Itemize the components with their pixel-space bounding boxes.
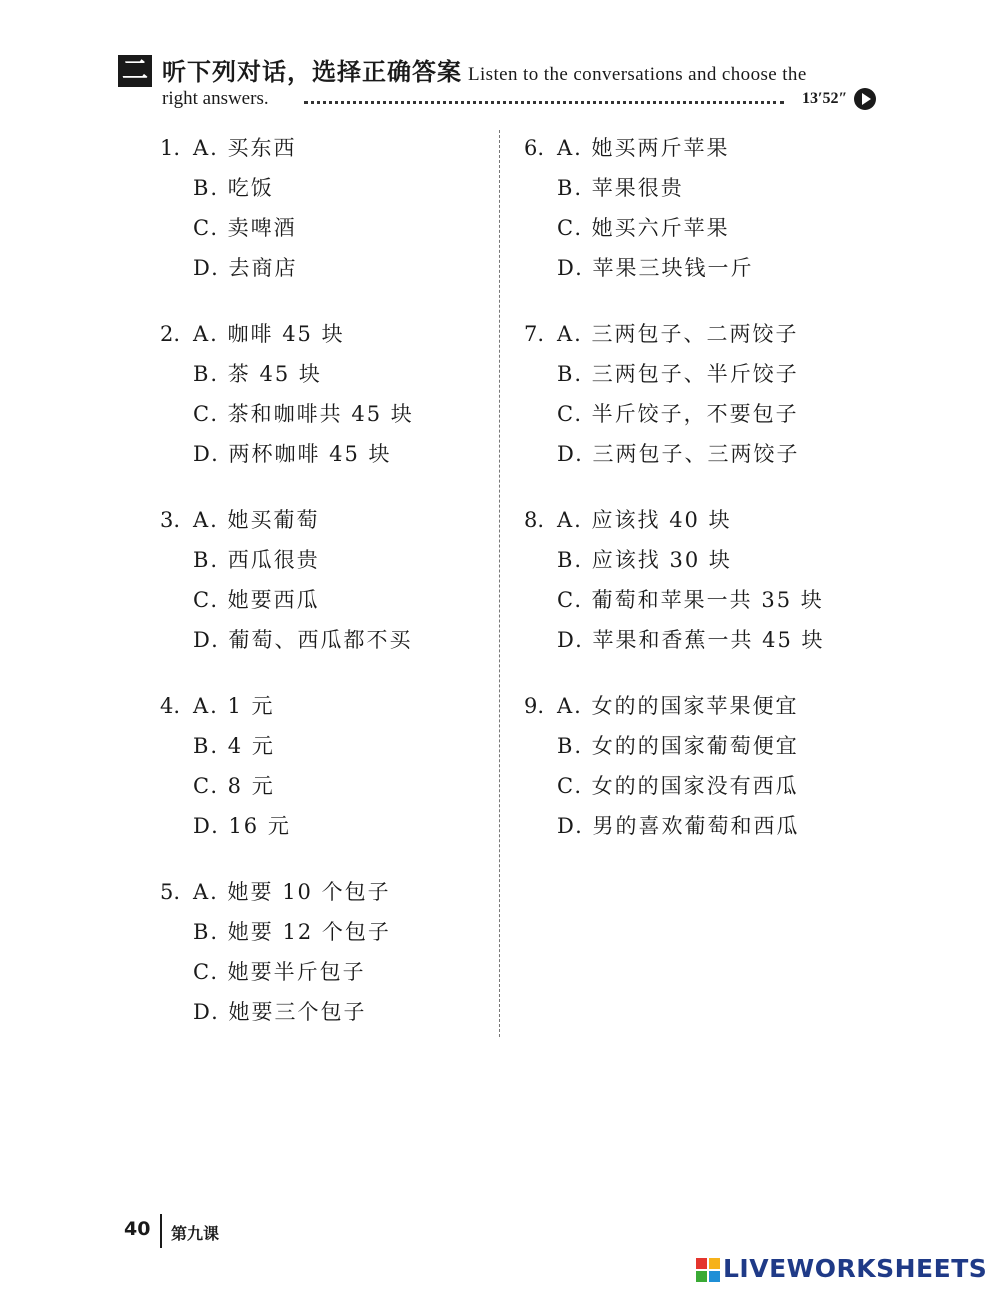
section-header	[118, 52, 883, 114]
section-title-en-cont: right answers.	[162, 88, 269, 109]
answer-option[interactable]: C. 半斤饺子，不要包子	[557, 402, 799, 426]
answer-option[interactable]: C. 卖啤酒	[193, 216, 297, 240]
section-title	[162, 52, 807, 87]
answer-options	[193, 314, 414, 474]
answer-options	[557, 686, 799, 846]
question-number: 2.	[160, 322, 181, 346]
answer-option[interactable]: C. 女的的国家没有西瓜	[557, 774, 799, 798]
answer-option[interactable]: A. 咖啡 45 块	[193, 322, 345, 346]
answer-option[interactable]: B. 西瓜很贵	[193, 548, 320, 572]
answer-option[interactable]: D. 去商店	[193, 256, 298, 280]
section-number-badge: 二	[118, 55, 152, 87]
answer-option[interactable]: C. 葡萄和苹果一共 35 块	[557, 588, 824, 612]
answer-options	[557, 500, 825, 660]
answer-option[interactable]: C. 她要半斤包子	[193, 960, 366, 984]
answer-option[interactable]: B. 4 元	[193, 734, 275, 758]
answer-option[interactable]: A. 她买两斤苹果	[557, 136, 730, 160]
answer-option[interactable]: B. 吃饭	[193, 176, 274, 200]
liveworksheets-watermark	[696, 1254, 996, 1284]
answer-option[interactable]: D. 三两包子、三两饺子	[557, 442, 800, 466]
answer-option[interactable]: A. 应该找 40 块	[557, 508, 732, 532]
answer-option[interactable]: A. 买东西	[193, 136, 297, 160]
answer-options	[557, 314, 799, 474]
answer-option[interactable]: C. 她买六斤苹果	[557, 216, 730, 240]
question-number: 6.	[524, 136, 545, 160]
answer-option[interactable]: A. 她要 10 个包子	[193, 880, 391, 904]
liveworksheets-text: LIVEWORKSHEETS	[723, 1254, 988, 1283]
answer-options	[193, 128, 297, 288]
question-number: 5.	[160, 880, 181, 904]
answer-option[interactable]: D. 男的喜欢葡萄和西瓜	[557, 814, 800, 838]
answer-option[interactable]: B. 应该找 30 块	[557, 548, 732, 572]
answer-option[interactable]: A. 三两包子、二两饺子	[557, 322, 799, 346]
answer-options	[193, 872, 391, 1032]
question-number: 3.	[160, 508, 181, 532]
question-number: 8.	[524, 508, 545, 532]
play-icon[interactable]	[854, 88, 876, 110]
section-title-line2	[162, 88, 887, 114]
question-number: 1.	[160, 136, 181, 160]
answer-option[interactable]: D. 葡萄、西瓜都不买	[193, 628, 413, 652]
page-number: 40	[124, 1218, 151, 1240]
audio-duration: 13′52″	[802, 90, 848, 107]
answer-option[interactable]: A. 女的的国家苹果便宜	[557, 694, 799, 718]
section-title-en: Listen to the conversations and choose the	[468, 64, 807, 85]
column-divider	[499, 130, 500, 1037]
answer-option[interactable]: B. 女的的国家葡萄便宜	[557, 734, 799, 758]
answer-option[interactable]: A. 她买葡萄	[193, 508, 320, 532]
answer-option[interactable]: B. 茶 45 块	[193, 362, 322, 386]
answer-option[interactable]: D. 苹果三块钱一斤	[557, 256, 754, 280]
answer-option[interactable]: C. 8 元	[193, 774, 275, 798]
liveworksheets-logo-icon	[696, 1258, 720, 1282]
section-title-zh: 听下列对话，选择正确答案	[162, 58, 462, 86]
footer-divider	[160, 1214, 162, 1248]
answer-options	[557, 128, 753, 288]
answer-option[interactable]: B. 她要 12 个包子	[193, 920, 391, 944]
question-number: 9.	[524, 694, 545, 718]
question-number: 7.	[524, 322, 545, 346]
answer-option[interactable]: D. 她要三个包子	[193, 1000, 367, 1024]
answer-option[interactable]: B. 三两包子、半斤饺子	[557, 362, 799, 386]
answer-option[interactable]: C. 茶和咖啡共 45 块	[193, 402, 414, 426]
answer-option[interactable]: A. 1 元	[193, 694, 275, 718]
question-number: 4.	[160, 694, 181, 718]
dotted-leader	[304, 101, 784, 104]
answer-options	[193, 500, 412, 660]
answer-option[interactable]: D. 两杯咖啡 45 块	[193, 442, 392, 466]
lesson-label: 第九课	[171, 1224, 220, 1243]
answer-option[interactable]: D. 苹果和香蕉一共 45 块	[557, 628, 825, 652]
answer-option[interactable]: D. 16 元	[193, 814, 291, 838]
answer-option[interactable]: C. 她要西瓜	[193, 588, 320, 612]
answer-option[interactable]: B. 苹果很贵	[557, 176, 684, 200]
answer-options	[193, 686, 291, 846]
